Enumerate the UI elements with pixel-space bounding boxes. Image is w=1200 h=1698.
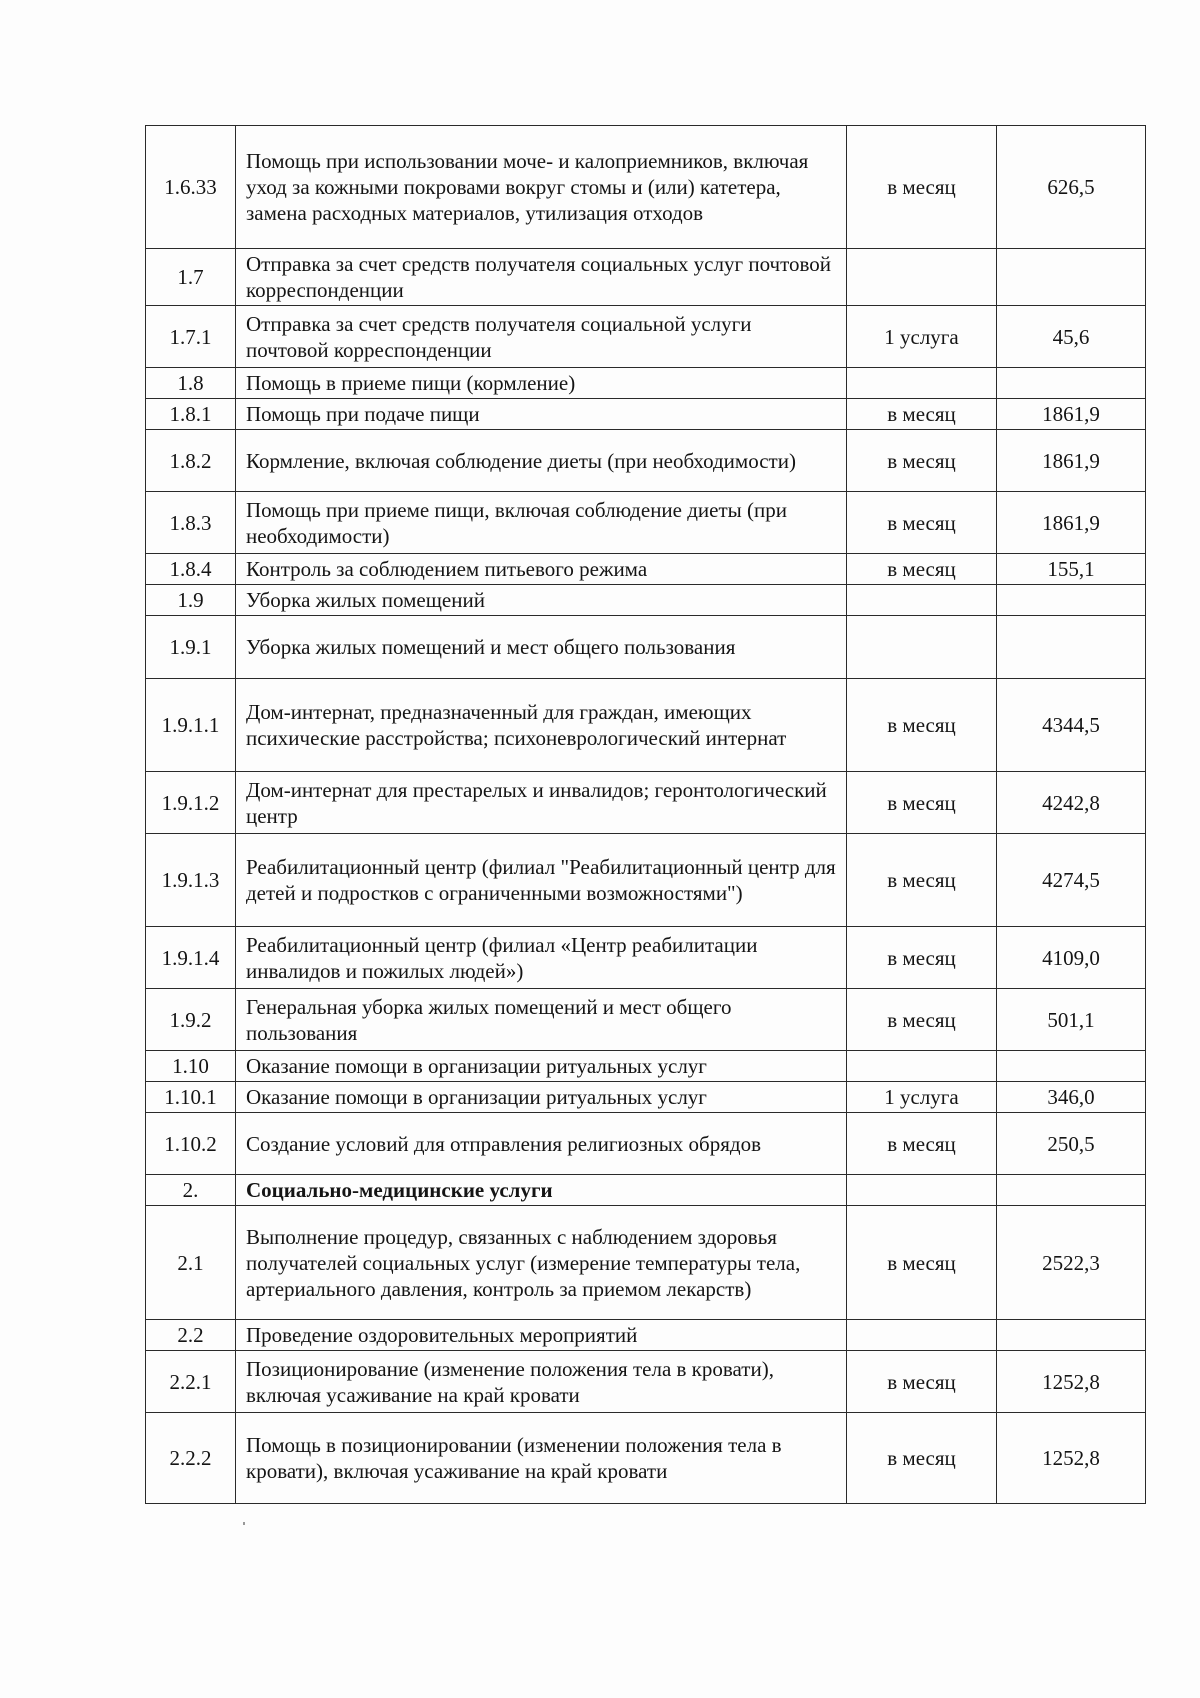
section-title: Социально-медицинские услуги xyxy=(236,1175,847,1206)
table-row xyxy=(146,1351,1146,1413)
unit-of-measure: в месяц xyxy=(847,399,997,430)
table-row xyxy=(146,368,1146,399)
tariff-value: 1252,8 xyxy=(997,1351,1146,1413)
unit-of-measure: в месяц xyxy=(847,1113,997,1175)
service-description: Помощь при подаче пищи xyxy=(236,399,847,430)
unit-of-measure xyxy=(847,249,997,306)
service-description: Выполнение процедур, связанных с наблюдением здоровья получателей социальных услуг (измерение температуры тела, артериального давления, контроль за приемом лекарств) xyxy=(236,1206,847,1320)
row-number: 2.1 xyxy=(146,1206,236,1320)
row-number: 1.9 xyxy=(146,585,236,616)
row-number: 2.2.2 xyxy=(146,1413,236,1504)
unit-of-measure xyxy=(847,616,997,679)
table-row xyxy=(146,834,1146,927)
tariff-value xyxy=(997,1175,1146,1206)
unit-of-measure xyxy=(847,1051,997,1082)
tariff-value: 4274,5 xyxy=(997,834,1146,927)
scan-speck xyxy=(243,1522,245,1525)
tariff-value: 250,5 xyxy=(997,1113,1146,1175)
unit-of-measure: 1 услуга xyxy=(847,306,997,368)
unit-of-measure: в месяц xyxy=(847,834,997,927)
table-row xyxy=(146,772,1146,834)
table-row xyxy=(146,1082,1146,1113)
tariff-value xyxy=(997,1320,1146,1351)
table-row xyxy=(146,1413,1146,1504)
table-row xyxy=(146,399,1146,430)
row-number: 1.8.2 xyxy=(146,430,236,492)
tariff-value: 1861,9 xyxy=(997,492,1146,554)
row-number: 1.9.2 xyxy=(146,989,236,1051)
service-description: Уборка жилых помещений xyxy=(236,585,847,616)
table-row xyxy=(146,1113,1146,1175)
unit-of-measure xyxy=(847,1175,997,1206)
service-description: Помощь в позиционировании (изменении положения тела в кровати), включая усаживание на край кровати xyxy=(236,1413,847,1504)
row-number: 2.2 xyxy=(146,1320,236,1351)
row-number: 1.8.3 xyxy=(146,492,236,554)
unit-of-measure: в месяц xyxy=(847,772,997,834)
unit-of-measure: в месяц xyxy=(847,126,997,249)
unit-of-measure: в месяц xyxy=(847,492,997,554)
unit-of-measure: в месяц xyxy=(847,554,997,585)
row-number: 1.10 xyxy=(146,1051,236,1082)
row-number: 1.9.1 xyxy=(146,616,236,679)
table-row xyxy=(146,616,1146,679)
row-number: 1.9.1.2 xyxy=(146,772,236,834)
service-description: Проведение оздоровительных мероприятий xyxy=(236,1320,847,1351)
service-description: Помощь в приеме пищи (кормление) xyxy=(236,368,847,399)
row-number: 1.8.1 xyxy=(146,399,236,430)
tariff-value: 1252,8 xyxy=(997,1413,1146,1504)
tariff-value xyxy=(997,249,1146,306)
unit-of-measure xyxy=(847,1320,997,1351)
table-row xyxy=(146,927,1146,989)
service-description: Контроль за соблюдением питьевого режима xyxy=(236,554,847,585)
tariff-value: 155,1 xyxy=(997,554,1146,585)
service-description: Оказание помощи в организации ритуальных услуг xyxy=(236,1082,847,1113)
service-description: Дом-интернат для престарелых и инвалидов; геронтологический центр xyxy=(236,772,847,834)
unit-of-measure: в месяц xyxy=(847,679,997,772)
service-description: Позиционирование (изменение положения тела в кровати), включая усаживание на край кровати xyxy=(236,1351,847,1413)
tariff-value xyxy=(997,616,1146,679)
row-number: 1.9.1.1 xyxy=(146,679,236,772)
service-description: Генеральная уборка жилых помещений и мест общего пользования xyxy=(236,989,847,1051)
tariff-value: 4242,8 xyxy=(997,772,1146,834)
tariff-value: 346,0 xyxy=(997,1082,1146,1113)
table-row xyxy=(146,492,1146,554)
tariff-value: 626,5 xyxy=(997,126,1146,249)
row-number: 1.8 xyxy=(146,368,236,399)
table-row xyxy=(146,1206,1146,1320)
row-number: 2.2.1 xyxy=(146,1351,236,1413)
unit-of-measure: в месяц xyxy=(847,1351,997,1413)
row-number: 1.8.4 xyxy=(146,554,236,585)
table-row xyxy=(146,430,1146,492)
row-number: 1.9.1.3 xyxy=(146,834,236,927)
table-row xyxy=(146,1320,1146,1351)
tariff-value xyxy=(997,1051,1146,1082)
tariff-value: 4344,5 xyxy=(997,679,1146,772)
unit-of-measure xyxy=(847,585,997,616)
unit-of-measure: в месяц xyxy=(847,1413,997,1504)
row-number: 1.10.1 xyxy=(146,1082,236,1113)
table-row xyxy=(146,585,1146,616)
tariff-value xyxy=(997,368,1146,399)
service-description: Помощь при использовании моче- и калоприемников, включая уход за кожными покровами вокруг стомы и (или) катетера, замена расходных материалов, утилизация отходов xyxy=(236,126,847,249)
service-description: Кормление, включая соблюдение диеты (при необходимости) xyxy=(236,430,847,492)
service-description: Отправка за счет средств получателя социальной услуги почтовой корреспонденции xyxy=(236,306,847,368)
table-row xyxy=(146,306,1146,368)
row-number: 1.9.1.4 xyxy=(146,927,236,989)
service-description: Реабилитационный центр (филиал "Реабилитационный центр для детей и подростков с ограниченными возможностями") xyxy=(236,834,847,927)
tariff-table xyxy=(145,125,1146,1504)
tariff-value: 4109,0 xyxy=(997,927,1146,989)
row-number: 1.7.1 xyxy=(146,306,236,368)
tariff-value: 1861,9 xyxy=(997,399,1146,430)
unit-of-measure: в месяц xyxy=(847,989,997,1051)
service-description: Дом-интернат, предназначенный для граждан, имеющих психические расстройства; психоневрологический интернат xyxy=(236,679,847,772)
tariff-value: 45,6 xyxy=(997,306,1146,368)
service-description: Помощь при приеме пищи, включая соблюдение диеты (при необходимости) xyxy=(236,492,847,554)
unit-of-measure xyxy=(847,368,997,399)
row-number: 1.6.33 xyxy=(146,126,236,249)
row-number: 1.10.2 xyxy=(146,1113,236,1175)
tariff-value: 501,1 xyxy=(997,989,1146,1051)
table-row xyxy=(146,989,1146,1051)
table-row xyxy=(146,249,1146,306)
service-description: Уборка жилых помещений и мест общего пользования xyxy=(236,616,847,679)
unit-of-measure: 1 услуга xyxy=(847,1082,997,1113)
service-description: Отправка за счет средств получателя социальных услуг почтовой корреспонденции xyxy=(236,249,847,306)
unit-of-measure: в месяц xyxy=(847,1206,997,1320)
unit-of-measure: в месяц xyxy=(847,430,997,492)
section-heading-row xyxy=(146,1175,1146,1206)
table-row xyxy=(146,554,1146,585)
unit-of-measure: в месяц xyxy=(847,927,997,989)
row-number: 1.7 xyxy=(146,249,236,306)
tariff-value: 2522,3 xyxy=(997,1206,1146,1320)
table-row xyxy=(146,679,1146,772)
service-description: Создание условий для отправления религиозных обрядов xyxy=(236,1113,847,1175)
tariff-value xyxy=(997,585,1146,616)
service-description: Реабилитационный центр (филиал «Центр реабилитации инвалидов и пожилых людей») xyxy=(236,927,847,989)
service-description: Оказание помощи в организации ритуальных услуг xyxy=(236,1051,847,1082)
table-row xyxy=(146,1051,1146,1082)
row-number: 2. xyxy=(146,1175,236,1206)
table-row xyxy=(146,126,1146,249)
tariff-value: 1861,9 xyxy=(997,430,1146,492)
